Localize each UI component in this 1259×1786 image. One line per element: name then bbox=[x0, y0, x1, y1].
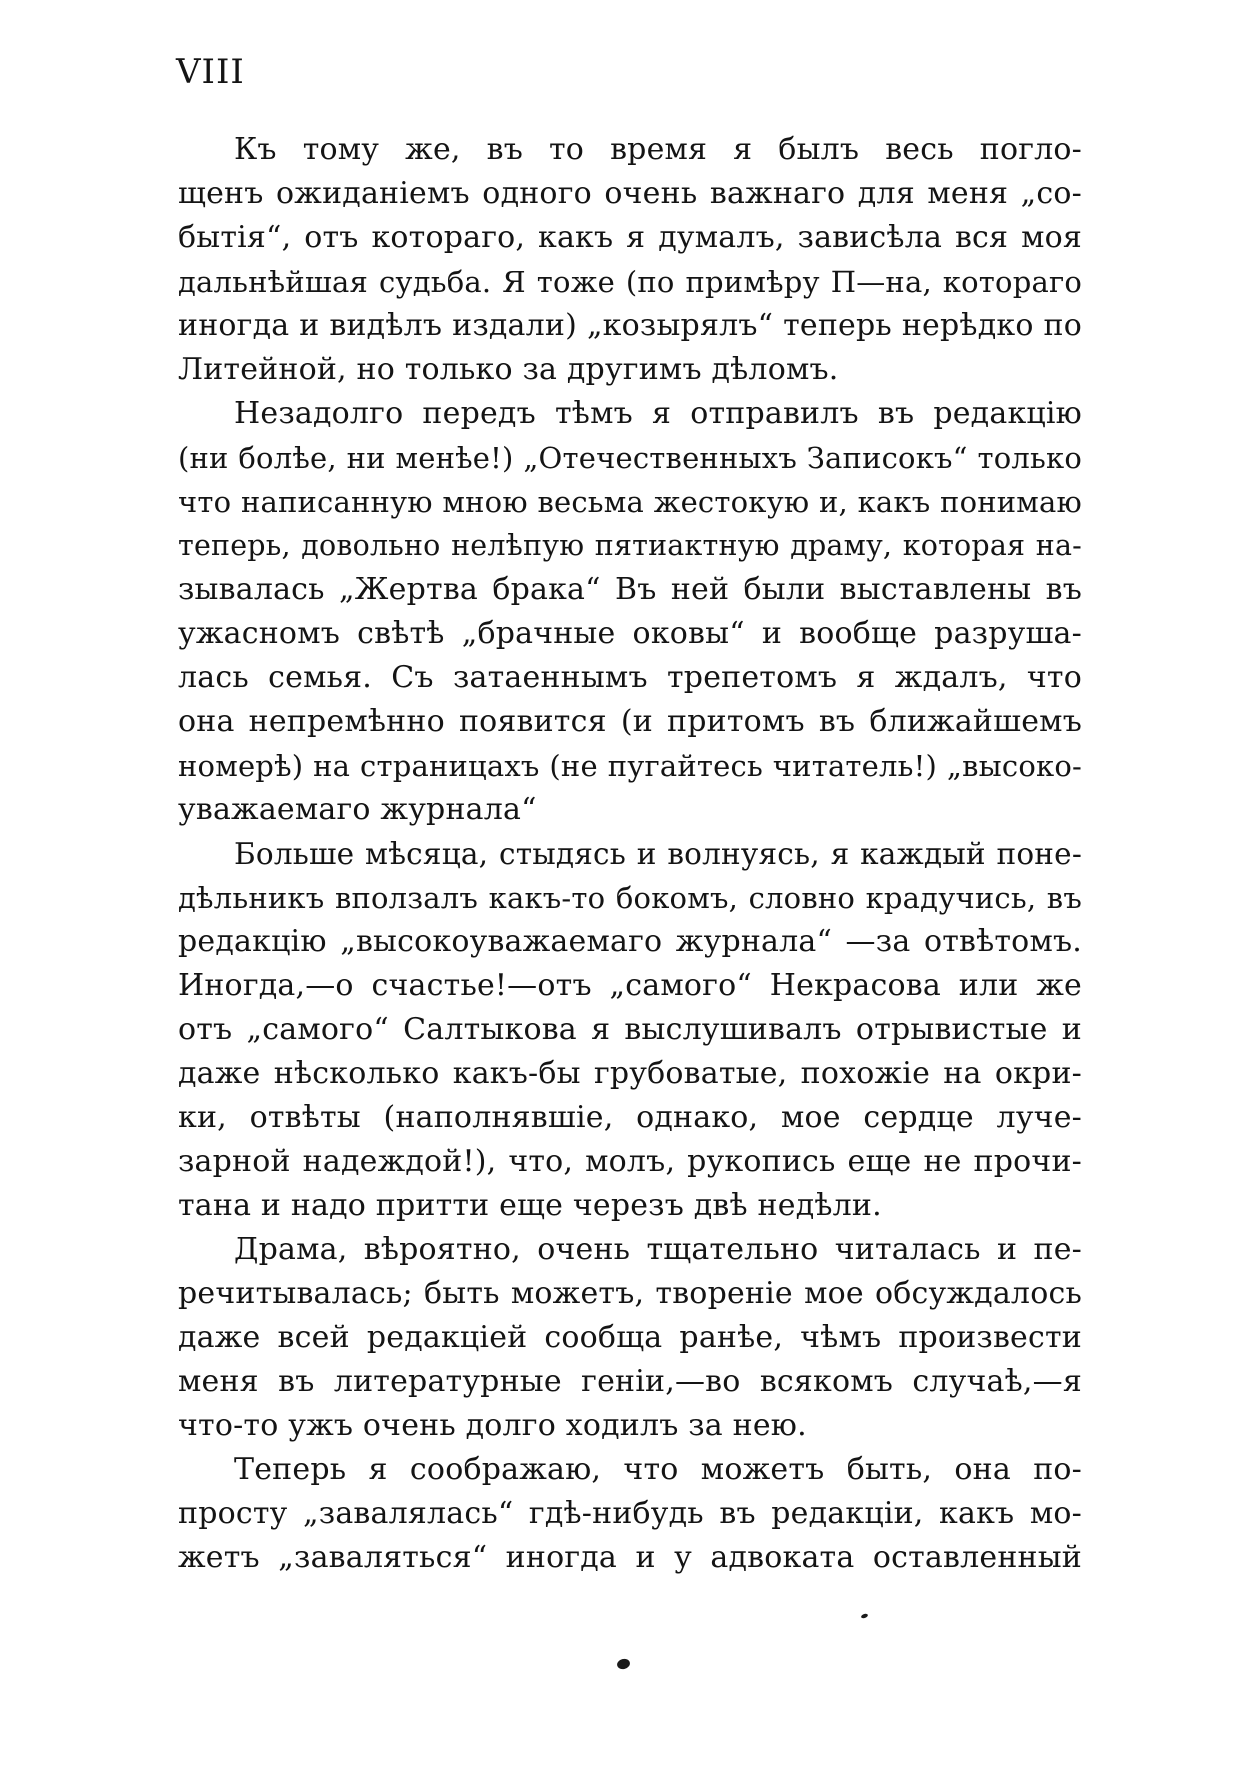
text-line: Незадолго передъ тѣмъ я отправилъ въ редакцію bbox=[234, 396, 1082, 431]
text-line: ки, отвѣты (наполнявшіе, однако, мое сердце луче- bbox=[178, 1100, 1082, 1135]
text-line: дѣльникъ вползалъ какъ-то бокомъ, словно крадучись, въ bbox=[178, 881, 1082, 915]
text-line: (ни болѣе, ни менѣе!) „Отечественныхъ Записокъ“ только bbox=[178, 441, 1082, 475]
text-line: просту „завалялась“ гдѣ-нибудь въ редакціи, какъ мо- bbox=[178, 1496, 1082, 1531]
text-line: теперь, довольно нелѣпую пятиактную драму, которая на- bbox=[178, 529, 1082, 562]
text-line: даже всей редакціей сообща ранѣе, чѣмъ произвести bbox=[178, 1320, 1082, 1355]
text-line: иногда и видѣлъ издали) „козырялъ“ теперь нерѣдко по bbox=[178, 308, 1082, 343]
text-line: щенъ ожиданіемъ одного очень важнаго для меня „со- bbox=[178, 176, 1082, 211]
text-line: Къ тому же, въ то время я былъ весь погло- bbox=[234, 132, 1082, 167]
text-line: Литейной, но только за другимъ дѣломъ. bbox=[178, 352, 839, 387]
text-line: номерѣ) на страницахъ (не пугайтесь читатель!) „высоко- bbox=[178, 749, 1082, 783]
text-line: речитывалась; быть можетъ, твореніе мое обсуждалось bbox=[178, 1276, 1082, 1311]
page-number: VIII bbox=[176, 52, 245, 92]
paragraph-4 bbox=[178, 1228, 1082, 1448]
text-line: жетъ „заваляться“ иногда и у адвоката оставленный bbox=[178, 1540, 1082, 1575]
text-line: дальнѣйшая судьба. Я тоже (по примѣру П—на, котораго bbox=[178, 265, 1082, 299]
text-line: лась семья. Съ затаеннымъ трепетомъ я ждалъ, что bbox=[178, 660, 1082, 695]
body-text bbox=[178, 128, 1082, 1580]
text-line: зарной надеждой!), что, молъ, рукопись еще не прочи- bbox=[178, 1144, 1082, 1179]
text-line: зывалась „Жертва брака“ Въ ней были выставлены въ bbox=[178, 572, 1082, 607]
text-line: бытія“, отъ котораго, какъ я думалъ, зависѣла вся моя bbox=[178, 220, 1082, 255]
text-line: что-то ужъ очень долго ходилъ за нею. bbox=[178, 1408, 807, 1443]
text-line: ужасномъ свѣтѣ „брачные оковы“ и вообще разруша- bbox=[178, 616, 1082, 651]
ink-speck bbox=[861, 1613, 869, 1619]
paragraph-3 bbox=[178, 832, 1082, 1228]
text-line: Теперь я соображаю, что можетъ быть, она по- bbox=[234, 1452, 1082, 1487]
text-line: уважаемаго журнала“ bbox=[178, 792, 537, 827]
text-line: отъ „самого“ Салтыкова я выслушивалъ отрывистые и bbox=[178, 1012, 1082, 1047]
text-line: Иногда,—о счастье!—отъ „самого“ Некрасова или же bbox=[178, 968, 1082, 1003]
text-line: редакцію „высокоуважаемаго журнала“ —за отвѣтомъ. bbox=[178, 924, 1082, 959]
text-line: тана и надо притти еще черезъ двѣ недѣли. bbox=[178, 1188, 882, 1223]
text-line: Больше мѣсяца, стыдясь и волнуясь, я каждый поне- bbox=[234, 837, 1082, 871]
text-line: что написанную мною весьма жестокую и, какъ понимаю bbox=[178, 485, 1082, 519]
ink-speck bbox=[616, 1657, 631, 1670]
paragraph-2 bbox=[178, 392, 1082, 832]
text-line: она непремѣнно появится (и притомъ въ ближайшемъ bbox=[178, 704, 1082, 739]
paragraph-5 bbox=[178, 1448, 1082, 1580]
text-line: Драма, вѣроятно, очень тщательно читалась и пе- bbox=[234, 1232, 1082, 1267]
paragraph-1 bbox=[178, 128, 1082, 392]
text-line: меня въ литературные геніи,—во всякомъ случаѣ,—я bbox=[178, 1364, 1082, 1399]
text-line: даже нѣсколько какъ-бы грубоватые, похожіе на окри- bbox=[178, 1056, 1082, 1091]
